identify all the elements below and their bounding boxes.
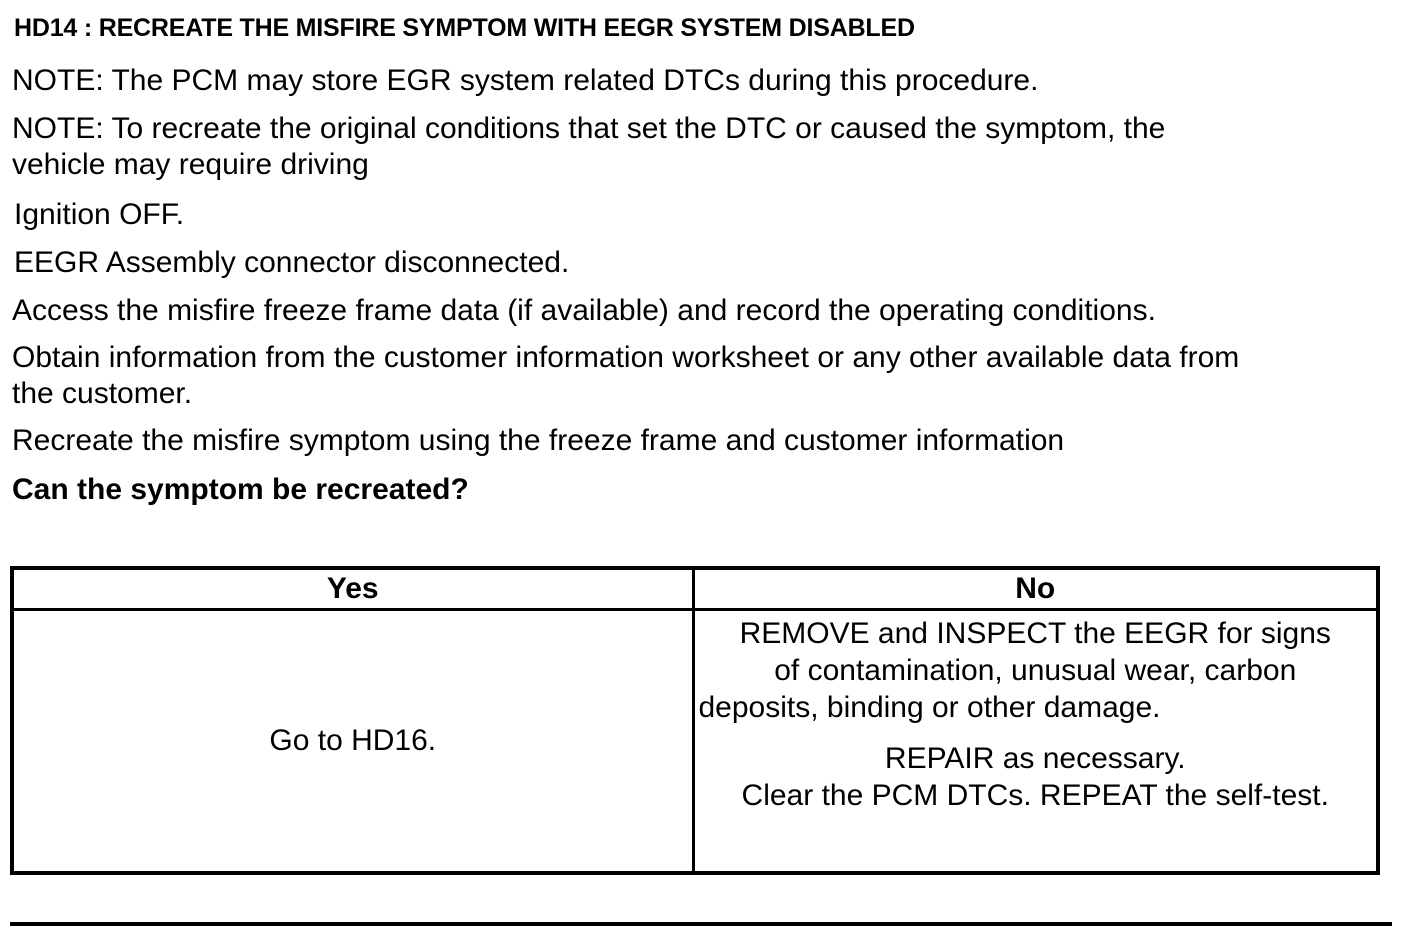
step-heading: HD14 : RECREATE THE MISFIRE SYMPTOM WITH EEGR SYSTEM DISABLED bbox=[14, 14, 915, 42]
note-egr-dtcs-text: NOTE: The PCM may store EGR system related DTCs during this procedure. bbox=[12, 64, 1039, 97]
diagnostic-question-text: Can the symptom be recreated? bbox=[12, 473, 469, 506]
instruction-obtain-line2: the customer. bbox=[12, 377, 193, 410]
table-row bbox=[12, 610, 1378, 874]
yes-no-table bbox=[10, 566, 1380, 875]
condition-ignition-off bbox=[14, 197, 1394, 233]
no-action-line5: Clear the PCM DTCs. REPEAT the self-test. bbox=[741, 779, 1329, 812]
diagnostic-question bbox=[12, 472, 1392, 508]
table-header-row bbox=[12, 568, 1378, 610]
instruction-obtain-line1: Obtain information from the customer information worksheet or any other available data from bbox=[12, 341, 1240, 374]
note-recreate-line2: vehicle may require driving bbox=[12, 148, 369, 181]
no-action-cell bbox=[693, 610, 1378, 874]
condition-ignition-text: Ignition OFF. bbox=[14, 198, 185, 231]
no-repair-block bbox=[695, 740, 1377, 814]
no-action-line1: REMOVE and INSPECT the EEGR for signs bbox=[739, 617, 1331, 650]
instruction-access-text: Access the misfire freeze frame data (if available) and record the operating conditions. bbox=[12, 294, 1156, 327]
no-inspect-block bbox=[695, 611, 1377, 726]
no-action-line4: REPAIR as necessary. bbox=[884, 742, 1186, 775]
note-egr-dtcs bbox=[12, 63, 1392, 99]
yes-action-cell bbox=[12, 610, 693, 874]
bottom-divider bbox=[10, 922, 1392, 926]
no-action-line2: of contamination, unusual wear, carbon bbox=[774, 654, 1297, 687]
instruction-recreate-text: Recreate the misfire symptom using the freeze frame and customer information bbox=[12, 424, 1065, 457]
instruction-obtain-info bbox=[12, 340, 1392, 412]
note-recreate-line1: NOTE: To recreate the original conditions that set the DTC or caused the symptom, the bbox=[12, 112, 1166, 145]
header-no: No bbox=[693, 568, 1378, 610]
no-action-line3: deposits, binding or other damage. bbox=[698, 691, 1161, 724]
yes-action-text: Go to HD16. bbox=[269, 724, 437, 757]
instruction-access-freeze-frame bbox=[12, 293, 1392, 329]
header-yes: Yes bbox=[12, 568, 693, 610]
instruction-recreate-symptom bbox=[12, 423, 1392, 459]
condition-eegr-disconnected bbox=[14, 245, 1394, 281]
note-recreate-conditions bbox=[12, 111, 1392, 183]
condition-eegr-text: EEGR Assembly connector disconnected. bbox=[14, 246, 570, 279]
